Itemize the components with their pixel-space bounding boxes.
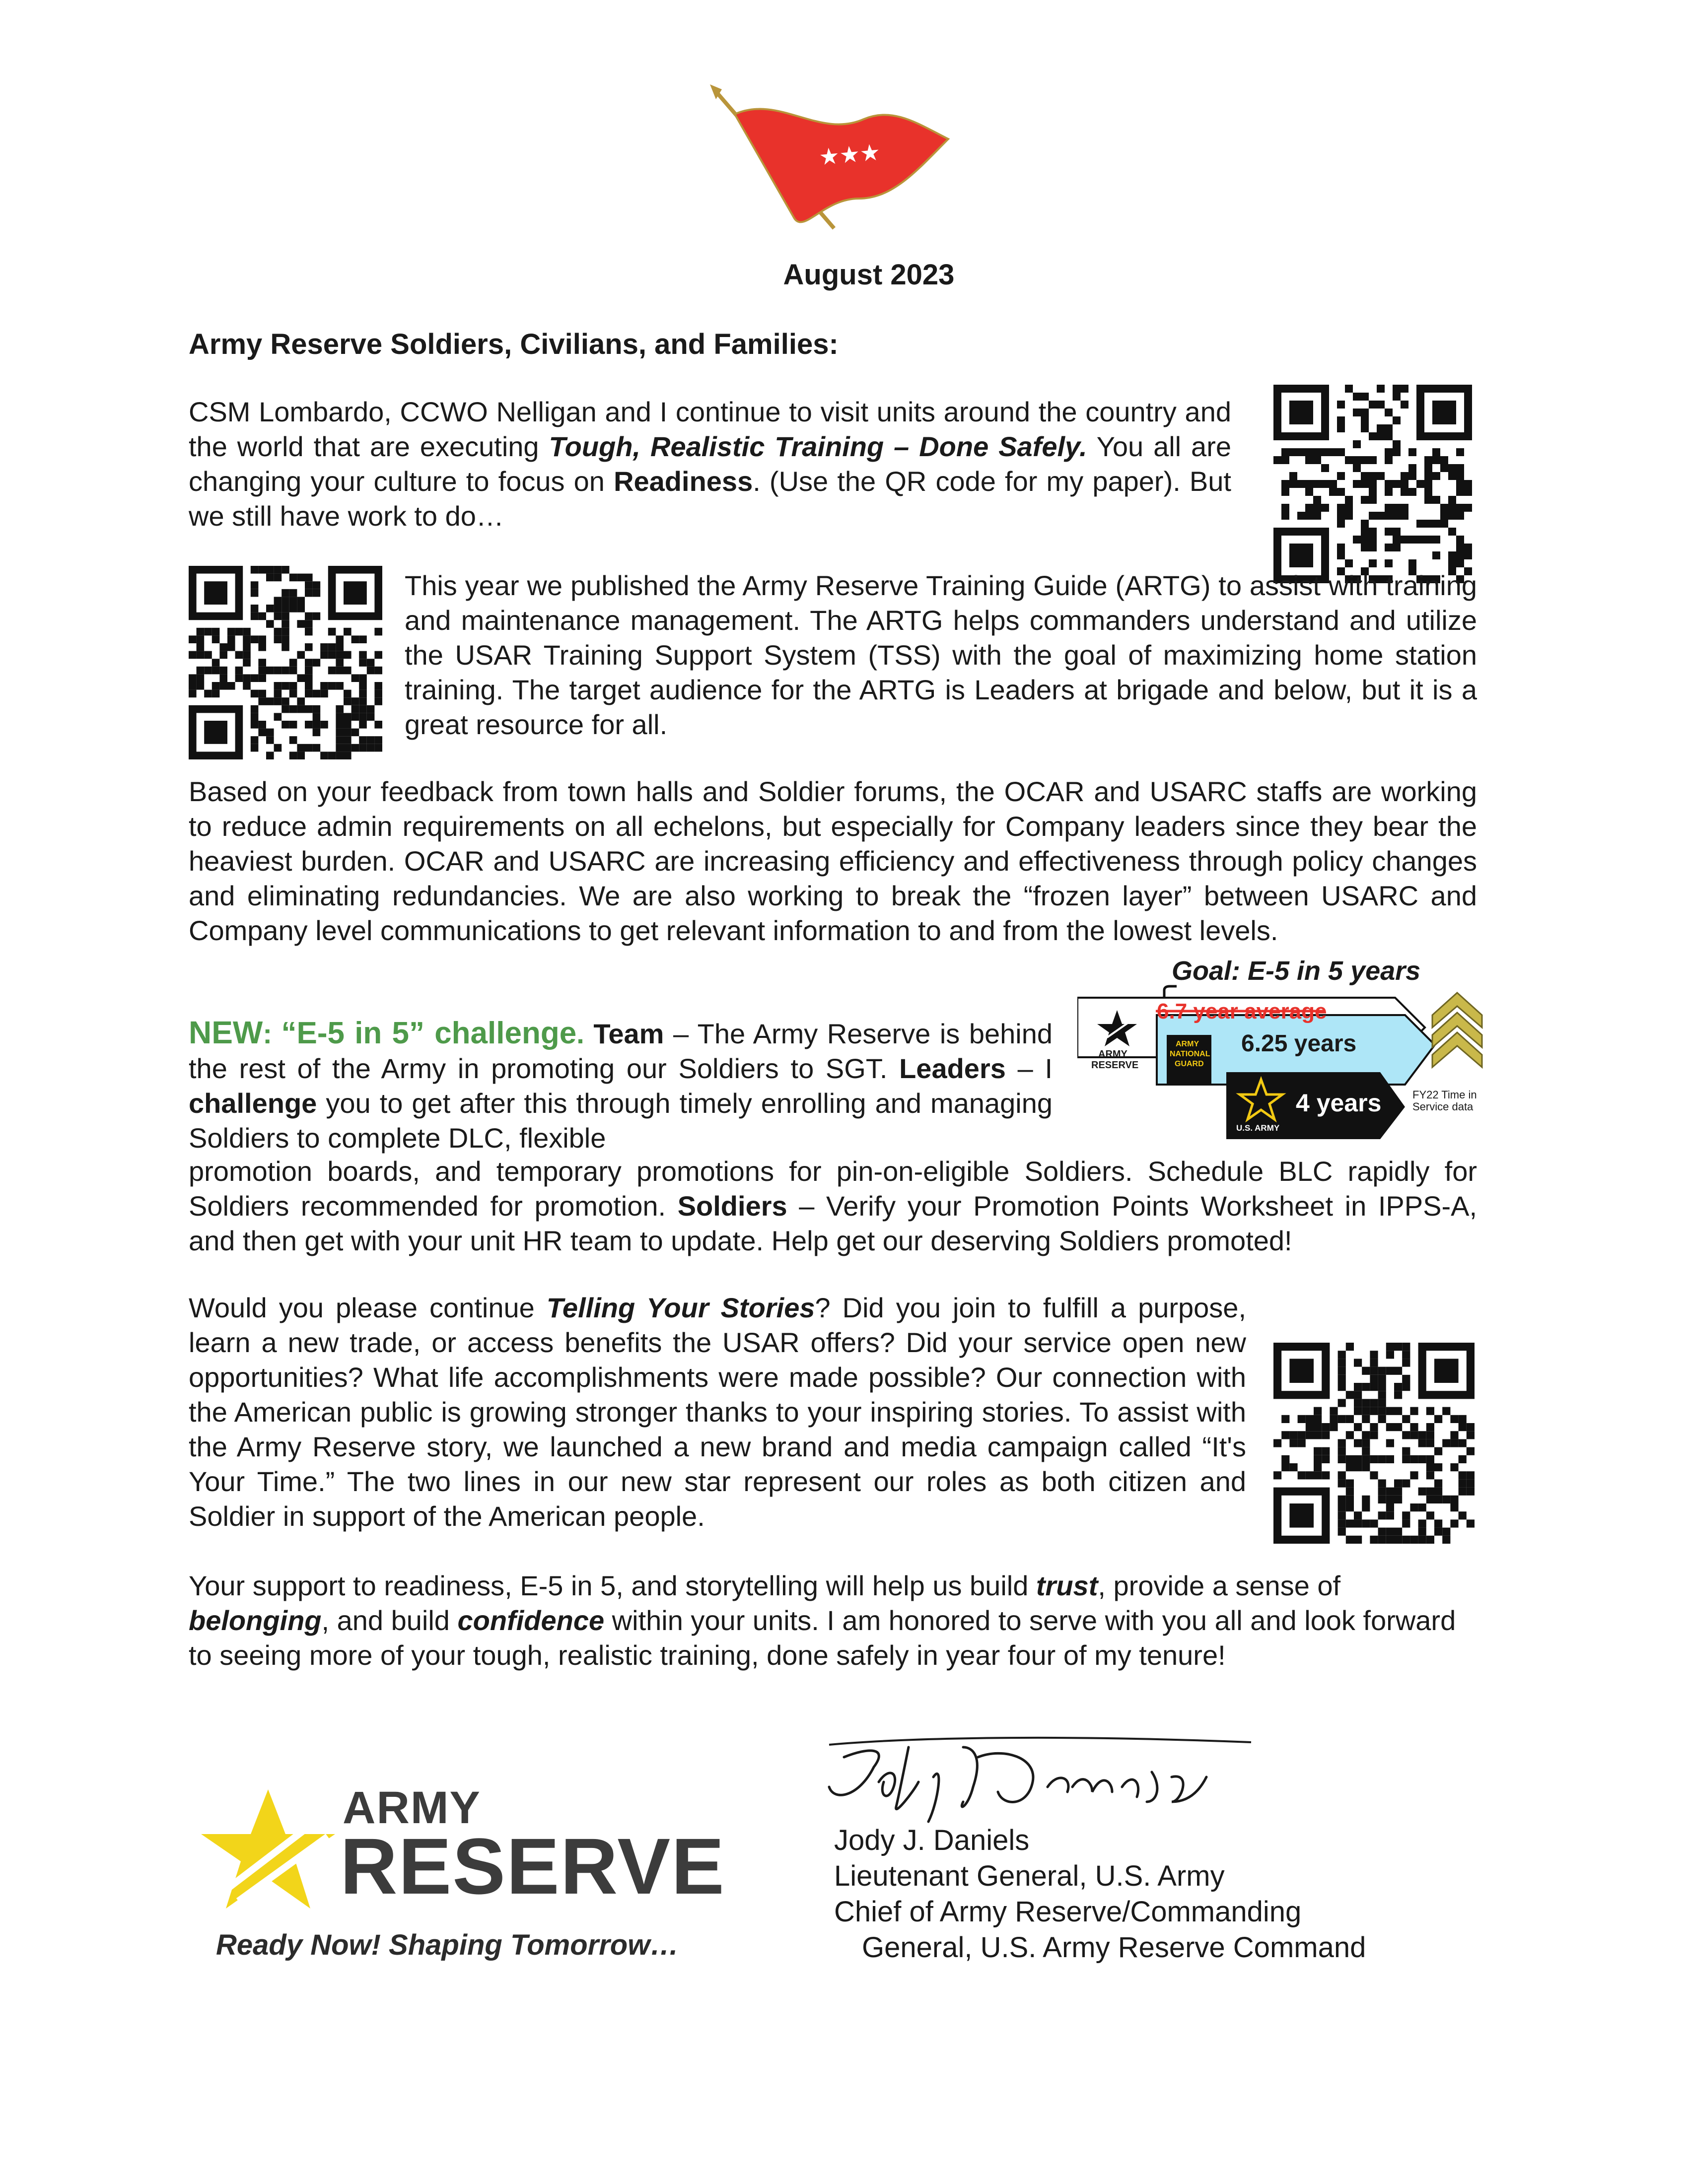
reserve-label-2: RESERVE [1091, 1060, 1139, 1071]
army-average: 4 years [1296, 1089, 1382, 1117]
paragraph-closing: Your support to readiness, E-5 in 5, and storytelling will help us build trust, provide a sense of belonging, and build confidence within your units. I am honored to serve with you all and look forward to seeing more of your tough, realistic training, done safely in year four of my tenure! [189, 1570, 1456, 1671]
guard-label-1: ARMY [1176, 1040, 1199, 1048]
qr-code-its-your-time[interactable] [1273, 1343, 1475, 1544]
paragraph-telling-stories: Would you please continue Telling Your Stories? Did you join to fulfill a purpose, learn a new trade, or access benefits the USAR offers? Did your service open new opportunities? What life accomplishments were made possible? Our connection with the American public is growing stronger thanks to your inspiring stories. To assist with the Army Reserve story, we launched a new brand and media campaign called “It's Your Time.” The two lines in our new star represent our roles as both citizen and Soldier in support of the American people. [189, 1292, 1247, 1532]
paragraph-e5-challenge: NEW: “E-5 in 5” challenge. Team – The Army Reserve is behind the rest of the Army in promoting our Soldiers to SGT. Leaders – I challenge you to get after this through timely enrolling and managing Soldiers to complete DLC, flexible [189, 1015, 1053, 1154]
paragraph-admin-reduction: Based on your feedback from town halls and Soldier forums, the OCAR and USARC staffs are working to reduce admin requirements on all echelons, but especially for Company leaders since they bear the heaviest burden. OCAR and USARC are increasing efficiency and effectiveness through policy changes and eliminating redundancies. We are also working to break the “frozen layer” between USARC and Company level communications to get relevant information to and from the lowest levels. [189, 776, 1477, 946]
qr-code-training-guide[interactable] [189, 566, 382, 759]
guard-label-2: NATIONAL [1170, 1050, 1210, 1058]
reserve-average: 6.7 year average [1157, 999, 1327, 1024]
salutation: Army Reserve Soldiers, Civilians, and Families: [189, 328, 839, 360]
e5-in-5-graphic [1077, 956, 1489, 1164]
goal-label: Goal: E-5 in 5 years [1172, 956, 1421, 986]
signature-block [834, 1823, 1366, 1966]
general-officer-flag [705, 84, 963, 233]
reserve-label-1: ARMY [1098, 1049, 1127, 1060]
signer-name: Jody J. Daniels [834, 1824, 1030, 1856]
logo-tagline: Ready Now! Shaping Tomorrow… [216, 1929, 679, 1961]
flag-stars: ★★★ [818, 138, 882, 171]
guard-average: 6.25 years [1241, 1030, 1357, 1057]
paragraph-training-guide: This year we published the Army Reserve Training Guide (ARTG) to assist with training and maintenance management. The ARTG helps commanders understand and utilize the USAR Training Support System (TSS) with the goal of maximizing home station training. The target audience for the ARTG is Leaders at brigade and below, but it is a great resource for all. [405, 570, 1477, 740]
logo-army-text: ARMY [343, 1782, 481, 1833]
guard-label-3: GUARD [1175, 1060, 1204, 1068]
handwritten-signature [814, 1727, 1261, 1827]
qr-code-paper[interactable] [1273, 385, 1472, 583]
sergeant-rank-icon [1432, 993, 1482, 1067]
signer-title-1: Chief of Army Reserve/Commanding [834, 1896, 1302, 1928]
data-note-1: FY22 Time in [1412, 1089, 1477, 1101]
signer-rank: Lieutenant General, U.S. Army [834, 1860, 1225, 1892]
paragraph-readiness: CSM Lombardo, CCWO Nelligan and I continue to visit units around the country and the world that are executing Tough, Realistic Training – Done Safely. You all are changing your culture to focus on Readiness. (Use the QR code for my paper). But we still have work to do… [189, 396, 1231, 532]
army-reserve-logo [191, 1782, 725, 1931]
letter-date: August 2023 [783, 259, 955, 291]
logo-reserve-text: RESERVE [340, 1822, 725, 1911]
army-label: U.S. ARMY [1236, 1123, 1280, 1133]
signer-title-2: General, U.S. Army Reserve Command [862, 1931, 1366, 1964]
data-note-2: Service data [1412, 1100, 1474, 1113]
paragraph-e5-challenge-continued: promotion boards, and temporary promotions for pin-on-eligible Soldiers. Schedule BLC rapidly for Soldiers recommended for promotion. Soldiers – Verify your Promotion Points Worksheet in IPPS-A, and then get with your unit HR team to update. Help get our deserving Soldiers promoted! [189, 1156, 1477, 1256]
